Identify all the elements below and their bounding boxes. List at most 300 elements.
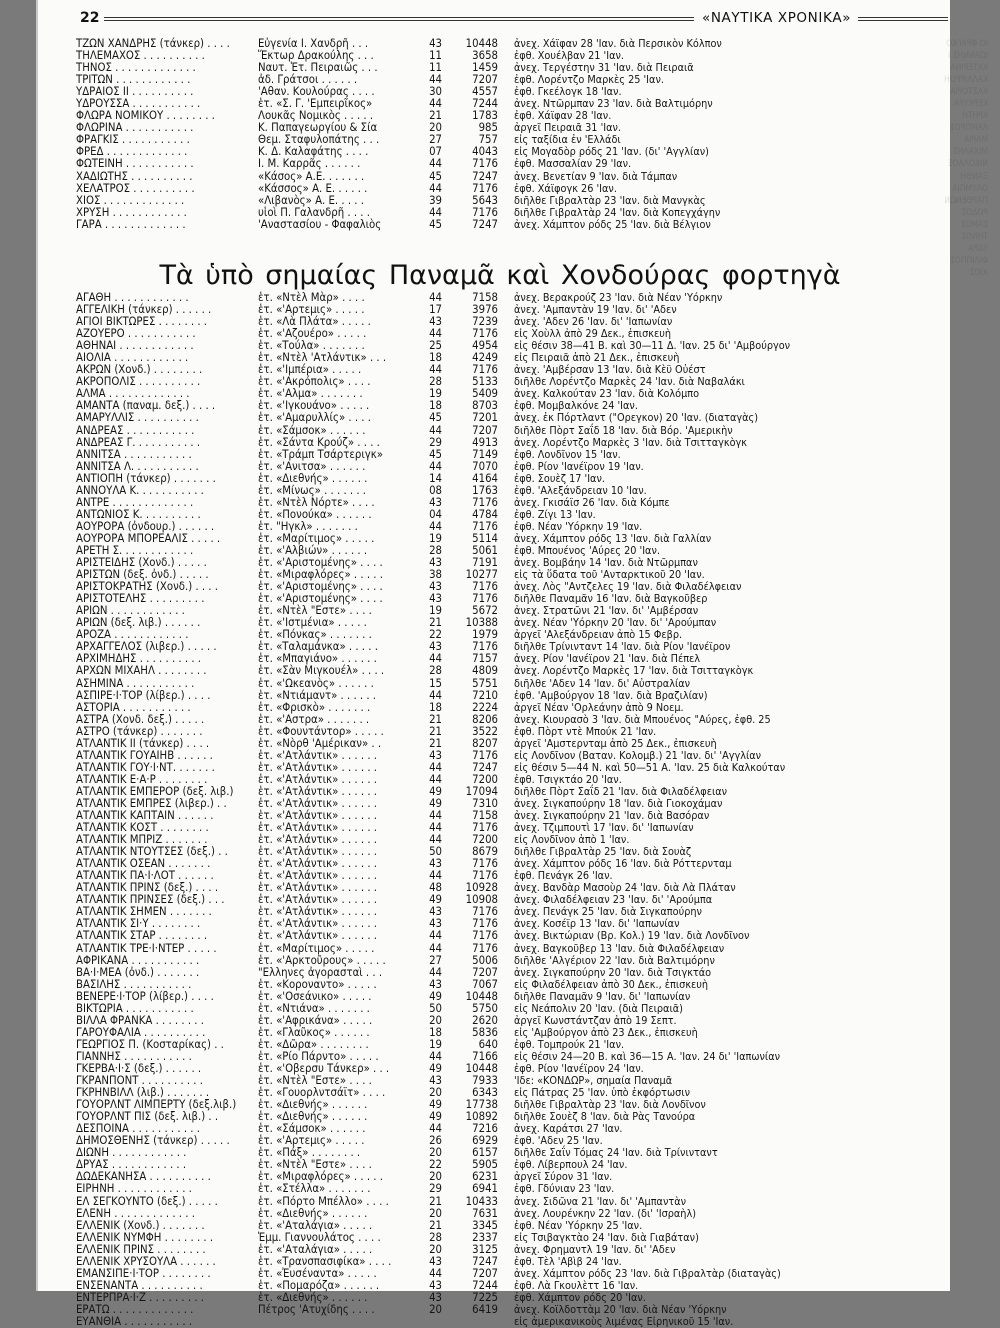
build-year: 28: [429, 1230, 442, 1244]
table-row: [0, 183, 1000, 195]
build-year: 18: [429, 1025, 442, 1039]
build-year: 21: [429, 1218, 442, 1232]
voyage-status: εἰς ταξίδια ἐν 'Ελλάδι: [514, 133, 621, 147]
voyage-status: ἀνεχ. Βαγκοῦβερ 13 'Ιαν. διὰ Φιλαδέλφειαν: [514, 941, 725, 955]
ship-name: ΑΤΛΑΝΤΙΚ ΓΟΥΑΙΗΒ . . . . . .: [76, 748, 213, 762]
ship-name: ΑΦΡΙΚΑΝΑ . . . . . . . . . . .: [76, 953, 200, 967]
ship-name: ΑΤΛΑΝΤΙΚ ΓΟΥ·Ι·ΝΤ. . . . . . .: [76, 760, 215, 774]
build-year: 49: [429, 1110, 442, 1124]
tonnage: 7244: [472, 97, 498, 111]
tonnage: 17094: [465, 784, 498, 798]
owner: ἑτ. «'Αστρα» . . . . . . .: [258, 712, 370, 726]
build-year: 22: [429, 628, 442, 642]
owner: ἑτ. «'Αριστομένης» . . . .: [258, 592, 383, 606]
build-year: 20: [429, 1146, 442, 1160]
voyage-status: εἰς Φιλαδέλφειαν ἀπὸ 30 Δεκ., ἐπισκευὴ: [514, 977, 709, 991]
tonnage: 7176: [472, 905, 498, 919]
ship-name: ΑΓΓΕΛΙΚΗ (τάνκερ) . . . . . .: [76, 303, 212, 317]
build-year: 04: [429, 507, 442, 521]
build-year: 29: [429, 1182, 442, 1196]
ship-name: ΑΤΛΑΝΤΙΚ ΚΟΣΤ . . . . . . . .: [76, 821, 209, 835]
voyage-status: εἰς θέσιν 24—20 Β. καὶ 36—15 Α. 'Ιαν. 24 δι' 'Ιαπωνίαν: [514, 1049, 781, 1063]
build-year: 29: [429, 435, 442, 449]
voyage-status: ἀνεχ. 'Αμβέρσαν 13 'Ιαν. διὰ Κὲϋ Οὐέστ: [514, 363, 706, 377]
table-row: [0, 955, 1000, 967]
owner: ἑτ. «Σάμσοκ» . . . . . .: [258, 1122, 366, 1136]
voyage-status: διῆλθε Πὸρτ Σαΐδ 21 'Ιαν. διὰ Φιλαδέλφειαν: [514, 784, 728, 798]
ship-table-panama-honduras: [0, 292, 1000, 1328]
ship-name: ΑΚΡΟΠΟΛΙΣ . . . . . . . . . .: [76, 375, 201, 389]
ship-name: ΑΡΧΩΝ ΜΙΧΑΗΛ . . . . . . . .: [76, 664, 207, 678]
build-year: 44: [429, 327, 442, 341]
voyage-status: ἀνεχ. Βενετίαν 9 'Ιαν. διὰ Τάμπαν: [514, 169, 678, 183]
tonnage: 8207: [472, 736, 498, 750]
build-year: 11: [429, 61, 442, 75]
voyage-status: διῆλθε Παναμᾶν 9 'Ιαν. δι' 'Ιαπωνίαν: [514, 989, 691, 1003]
voyage-status: ἐφθ. Τὲλ 'Αβὶβ 24 'Ιαν.: [514, 1254, 622, 1268]
tonnage: 6941: [472, 1182, 498, 1196]
tonnage: 8206: [472, 712, 498, 726]
build-year: 20: [429, 1013, 442, 1027]
tonnage: 7176: [472, 640, 498, 654]
voyage-status: ἐφθ. Μπουένος 'Αύρες 20 'Ιαν.: [514, 543, 660, 557]
voyage-status: διῆλθε Λορέντζο Μαρκὲς 24 'Ιαν. διὰ Ναβαλάκι: [514, 375, 745, 389]
header-rule-right: [858, 17, 948, 21]
owner: ἑτ. «'Αριστομένης» . . . .: [258, 580, 383, 594]
bleed-through-text: ΙΟ ΦΡΑΓΚΟ ΙΩΑΝΝΗΣ Ι ΚΑΤΕΡΙΝΑ ΚΑΛΛΙΡΡΟΗ ΚΑΣΤΟΡΙΑ ΚΕΡΚΥΡΑ ΚΡΗΤΗ ΛΑΜΠΡΟΣ ΜΑΡΙΑ ΜΙΧΑΛΗΣ ΝΙΚΟΛΑΟΣ ΞΑΝΘΗ ΟΛΥΜΠΙΑ ΠΑΡΘΕΝΩΝ ΡΟΔΟΣ ΣΑΜΟΣ ΤΗΝΟΣ ΥΔΡΑ ΦΙΛΙΠΠΟΣ ΧΙΟΣ: [944, 39, 988, 278]
build-year: 39: [429, 193, 442, 207]
tonnage: 7176: [472, 580, 498, 594]
voyage-status: ἐφθ. Τομπρούκ 21 'Ιαν.: [514, 1037, 625, 1051]
owner: ἑτ. «Πόνκας» . . . . . . .: [258, 628, 372, 642]
voyage-status: ἐφθ. Λορέντζο Μαρκὲς 25 'Ιαν.: [514, 73, 664, 87]
tonnage: 6231: [472, 1170, 498, 1184]
build-year: 20: [429, 1170, 442, 1184]
tonnage: 7244: [472, 1278, 498, 1292]
ship-name: ΕΝΤΕΡΠΡΑ·Ι·Ζ . . . . . . . . .: [76, 1290, 204, 1304]
tonnage: 1979: [472, 628, 498, 642]
ship-name: ΒΙΛΛΑ ΦΡΑΝΚΑ . . . . . . . .: [76, 1013, 204, 1027]
ship-name: ΑΡΟΖΑ . . . . . . . . . . . .: [76, 628, 189, 642]
voyage-status: εἰς Λονδῖνον (Βαταν. Κολομβ.) 21 'Ιαν. δι' 'Αγγλίαν: [514, 748, 762, 762]
tonnage: 3658: [472, 49, 498, 63]
ship-name: ΕΥΑΝΘΙΑ . . . . . . . . . . .: [76, 1314, 193, 1328]
tonnage: 7176: [472, 929, 498, 943]
voyage-status: ἀργεῖ Κωνστάντζαν ἀπὸ 19 Σεπτ.: [514, 1013, 677, 1027]
voyage-status: εἰς 'Αμβούργον ἀπὸ 23 Δεκ., ἐπισκευὴ: [514, 1025, 698, 1039]
build-year: 44: [429, 821, 442, 835]
voyage-status: ἐφθ. Πενάγκ 26 'Ιαν.: [514, 869, 613, 883]
table-row: [0, 412, 1000, 424]
ship-name: ΦΛΩΡΙΝΑ . . . . . . . . . . .: [76, 121, 194, 135]
voyage-status: ἀργεῖ Νέαν 'Ορλεάνην ἀπὸ 9 Νοεμ.: [514, 700, 684, 714]
voyage-status: ἀνεχ. Κοϊλδοττὰμ 20 'Ιαν. διὰ Νέαν 'Υόρκην: [514, 1302, 727, 1316]
ship-name: ΕΝΣΕΝΑΝΤΑ . . . . . . . . . .: [76, 1278, 203, 1292]
ship-name: ΑΣΤΡΑ (Χονδ. δεξ.) . . . . .: [76, 712, 205, 726]
owner: υἱοὶ Π. Γαλανδρῆ . . . .: [258, 205, 370, 219]
tonnage: 7176: [472, 519, 498, 533]
ship-name: ΑΣΤΡΟ (τάνκερ) . . . . . . .: [76, 724, 203, 738]
build-year: 43: [429, 1290, 442, 1304]
owner: ἑτ. «Φουντάντορ» . . . . .: [258, 724, 384, 738]
table-row: [0, 690, 1000, 702]
ship-name: ΑΓΑΘΗ . . . . . . . . . . . .: [76, 291, 189, 304]
ship-name: ΑΟΥΡΟΡΑ (ὀνδουρ.) . . . . . .: [76, 519, 215, 533]
tonnage: 5836: [472, 1025, 498, 1039]
voyage-status: ἐφθ. 'Αλεξάνδρειαν 10 'Ιαν.: [514, 483, 647, 497]
owner: ἑτ. «'Ακρόπολις» . . . .: [258, 375, 371, 389]
voyage-status: ἐφθ. Γκεέλογκ 18 'Ιαν.: [514, 85, 622, 99]
ship-name: ΦΡΕΔ . . . . . . . . . . . . .: [76, 145, 188, 159]
voyage-status: ἀνεχ. 'Αδεν 26 'Ιαν. δι' 'Ιαπωνίαν: [514, 315, 673, 329]
owner: Ι. Μ. Καρρᾶς . . . . . .: [258, 157, 361, 171]
voyage-status: διῆλθε Πὸρτ Σαΐδ 18 'Ιαν. διὰ Βόρ. 'Αμερικὴν: [514, 423, 733, 437]
build-year: 22: [429, 1158, 442, 1172]
ship-name: ΒΑΣΙΛΗΣ . . . . . . . . . . .: [76, 977, 192, 991]
ship-name: ΕΙΡΗΝΗ . . . . . . . . . . . .: [76, 1182, 192, 1196]
table-row: [0, 171, 1000, 183]
owner: ἑτ. «Ντὲλ Μὰρ» . . . .: [258, 291, 365, 304]
tonnage: 5061: [472, 543, 498, 557]
ship-name: ΑΘΗΝΑΙ . . . . . . . . . . . .: [76, 339, 194, 353]
voyage-status: ἀνεχ. Σιδῶνα 21 'Ιαν. δι' 'Αμπαντὰν: [514, 1194, 687, 1208]
build-year: 43: [429, 37, 442, 50]
build-year: 43: [429, 905, 442, 919]
owner: ἑτ. «'Ατλάντικ» . . . . . .: [258, 917, 378, 931]
header-rule-left: [104, 17, 694, 21]
tonnage: 5672: [472, 604, 498, 618]
table-row: [0, 1256, 1000, 1268]
tonnage: 7207: [472, 423, 498, 437]
ship-name: ΑΓΙΟΙ ΒΙΚΤΩΡΕΣ . . . . . . . .: [76, 315, 208, 329]
owner: ἑτ. «'Οβερσυ Τάνκερ» . . .: [258, 1062, 390, 1075]
ship-name: ΕΛΕΝΗ . . . . . . . . . . . . .: [76, 1206, 195, 1220]
voyage-status: ἐφθ. Ρίον 'Ιανέϊρον 24 'Ιαν.: [514, 1062, 644, 1075]
tonnage: 7176: [472, 917, 498, 931]
owner: ἑτ. «'Ιμπέρια» . . . . .: [258, 363, 362, 377]
table-row: [0, 158, 1000, 170]
build-year: 45: [429, 447, 442, 461]
owner: ἑτ. «Πάξ» . . . . . . . .: [258, 1146, 361, 1160]
build-year: 30: [429, 85, 442, 99]
tonnage: 8703: [472, 399, 498, 413]
build-year: 19: [429, 387, 442, 401]
ship-name: ΑΤΛΑΝΤΙΚ ΟΣΕΑΝ . . . . . . .: [76, 857, 211, 871]
owner: ἑτ. «Διεθνής» . . . . . .: [258, 471, 368, 485]
voyage-status: διῆλθε Σουὲζ 8 'Ιαν. διὰ Ρὰς Τανούρα: [514, 1110, 696, 1124]
page-number: 22: [80, 10, 100, 26]
voyage-status: ἀνεχ. Σιγκαπούρην 18 'Ιαν. διὰ Γιοκοχάμαν: [514, 796, 723, 810]
tonnage: 2224: [472, 700, 498, 714]
build-year: 44: [429, 869, 442, 883]
voyage-status: εἰς θέσιν 38—41 Β. καὶ 30—11 Δ. 'Ιαν. 25 δι' 'Αμβούργον: [514, 339, 791, 353]
ship-name: ΔΡΥΑΣ . . . . . . . . . . . .: [76, 1158, 187, 1172]
voyage-status: διῆλθε Γιβραλτὰρ 24 'Ιαν. διὰ Κοπεγχάγην: [514, 205, 721, 219]
build-year: 45: [429, 217, 442, 231]
tonnage: 4913: [472, 435, 498, 449]
ship-name: ΑΤΛΑΝΤΙΚ ΤΡΕ·Ι·ΝΤΕΡ . . . . .: [76, 941, 217, 955]
tonnage: 6343: [472, 1086, 498, 1100]
tonnage: 1783: [472, 109, 498, 123]
build-year: 21: [429, 712, 442, 726]
build-year: 28: [429, 543, 442, 557]
ship-name: ΑΙΟΛΙΑ . . . . . . . . . . . .: [76, 351, 189, 365]
owner: ἑτ. «Ντὲλ 'Ατλάντικ» . . .: [258, 351, 387, 365]
build-year: 20: [429, 1302, 442, 1316]
owner: Κ. Δ. Καλαφάτης . . . .: [258, 145, 369, 159]
owner: ἑτ. «'Ατλάντικ» . . . . . .: [258, 833, 378, 847]
ship-name: ΑΣΗΜΙΝΑ . . . . . . . . . . .: [76, 676, 195, 690]
build-year: 19: [429, 604, 442, 618]
owner: ἑτ. «Πομαρόζα» . . . . . .: [258, 1278, 380, 1292]
owner: ἑτ. «Διεθνής» . . . . . .: [258, 1110, 368, 1124]
owner: ἑτ. «Τράμπ Τσάρτεριγκ»: [258, 447, 383, 461]
owner: ἑτ. «Νὸρθ 'Αμέρικαν» . .: [258, 736, 382, 750]
ship-name: ΑΣΠΙΡΕ·Ι·ΤΟΡ (λίβερ.) . . . .: [76, 688, 211, 702]
voyage-status: εἰς θέσιν 5—44 Ν. καὶ 50—51 Α. 'Ιαν. 25 διὰ Καλκούταν: [514, 760, 786, 774]
tonnage: 8679: [472, 845, 498, 859]
ship-name: ΔΗΜΟΣΘΕΝΗΣ (τάνκερ) . . . . .: [76, 1134, 230, 1148]
voyage-status: ἀνεχ. Σιγκαπούρην 20 'Ιαν. διὰ Τσιγκτάο: [514, 965, 712, 979]
voyage-status: ἀργεῖ 'Αλεξάνδρειαν ἀπὸ 15 Φεβρ.: [514, 628, 683, 642]
voyage-status: ἐφθ. Χάϊφογκ 26 'Ιαν.: [514, 181, 617, 195]
build-year: 43: [429, 640, 442, 654]
ship-name: ΕΛΛΕΝΙΚ ΧΡΥΣΟΥΛΑ . . . . . .: [76, 1254, 216, 1268]
tonnage: 985: [478, 121, 498, 135]
tonnage: 7176: [472, 941, 498, 955]
voyage-status: διῆλθε 'Αδεν 14 'Ιαν. δι' Αὐστραλίαν: [514, 676, 691, 690]
voyage-status: ἀνεχ. Βικτώριαν (Βρ. Κολ.) 19 'Ιαν. διὰ Λονδῖνον: [514, 929, 750, 943]
build-year: 43: [429, 748, 442, 762]
build-year: 44: [429, 73, 442, 87]
ship-name: ΑΝΔΡΕΑΣ . . . . . . . . . . .: [76, 423, 195, 437]
build-year: 21: [429, 736, 442, 750]
ship-name: ΒΙΚΤΩΡΙΑ . . . . . . . . . . .: [76, 1001, 194, 1015]
build-year: 17: [429, 303, 442, 317]
ship-name: ΑΤΛΑΝΤΙΚ ΠΑ·Ι·ΛΟΤ . . . . . .: [76, 869, 214, 883]
tonnage: 3976: [472, 303, 498, 317]
ship-name: ΑΡΕΤΗ Σ. . . . . . . . . . . .: [76, 543, 194, 557]
build-year: 14: [429, 471, 442, 485]
ship-name: ΑΝΔΡΕΑΣ Γ. . . . . . . . . . .: [76, 435, 201, 449]
ship-name: ΕΡΑΤΩ . . . . . . . . . . . . .: [76, 1302, 194, 1316]
tonnage: 5133: [472, 375, 498, 389]
build-year: 48: [429, 881, 442, 895]
tonnage: 10892: [465, 1110, 498, 1124]
voyage-status: ἐφθ. Χάμπτον ρόδς 20 'Ιαν.: [514, 1290, 646, 1304]
owner: Εὐγενία Ι. Χανδρῆ . . .: [258, 37, 369, 50]
voyage-status: ἐφθ. Νέαν 'Υόρκην 19 'Ιαν.: [514, 519, 643, 533]
build-year: 15: [429, 676, 442, 690]
build-year: 43: [429, 1074, 442, 1088]
build-year: 38: [429, 568, 442, 582]
tonnage: 10448: [465, 37, 498, 50]
voyage-status: ἀνεχ. Κιουρασὸ 3 'Ιαν. διὰ Μπουένος "Αύρες, ἐφθ. 25: [514, 712, 771, 726]
voyage-status: ἀνεχ. Βερακρούζ 23 'Ιαν. διὰ Νέαν 'Υόρκην: [514, 291, 723, 304]
voyage-status: 'Ιδε: «ΚΟΝΔΩΡ», σημαία Παναμᾶ: [514, 1074, 673, 1088]
ship-name: ΤΡΙΤΩΝ . . . . . . . . . . . .: [76, 73, 191, 87]
voyage-status: ἀνεχ. Χάμπτον ρόδς 16 'Ιαν. διὰ Ρόττερνταμ: [514, 857, 732, 871]
build-year: 43: [429, 315, 442, 329]
tonnage: 10277: [465, 568, 498, 582]
ship-name: ΔΩΔΕΚΑΝΗΣΑ . . . . . . . . . .: [76, 1170, 211, 1184]
owner: ἑτ. «Ντὲλ "Εστε» . . . .: [258, 1074, 372, 1088]
voyage-status: ἀργεῖ Σύρον 31 'Ιαν.: [514, 1170, 613, 1184]
owner: ἑτ. «'Ατλάντικ» . . . . . .: [258, 881, 378, 895]
ship-name: ΓΟΥΟΡΛΝΤ ΛΙΜΠΕΡΤΥ (δεξ.λιβ.): [76, 1098, 237, 1112]
voyage-status: ἀνεχ. Λορέντζο Μαρκὲς 17 'Ιαν. διὰ Τσιτταγκὸγκ: [514, 664, 754, 678]
build-year: 26: [429, 1134, 442, 1148]
owner: ἑτ. «'Αφρικάνα» . . . . .: [258, 1013, 373, 1027]
owner: ἑτ. «Ντὲλ "Εστε» . . . .: [258, 1158, 372, 1172]
voyage-status: εἰς Μογαδὸρ ρόδς 21 'Ιαν. (δι' 'Αγγλίαν): [514, 145, 709, 159]
table-row: [0, 726, 1000, 738]
ship-name: ΑΛΜΑ . . . . . . . . . . . . .: [76, 387, 190, 401]
voyage-status: ἀνεχ. ἐκ Πόρτλαντ ("Ορεγκον) 20 'Ιαν. (διαταγὰς): [514, 411, 759, 425]
tonnage: 10388: [465, 616, 498, 630]
build-year: 43: [429, 580, 442, 594]
build-year: 50: [429, 845, 442, 859]
ship-name: ΕΜΑΝΣΙΠΕ·Ι·ΤΟΡ . . . . . . . .: [76, 1266, 211, 1280]
page-header: [46, 8, 916, 28]
voyage-status: εἰς Νεάπολιν 20 'Ιαν. (διὰ Πειραιᾶ): [514, 1001, 683, 1015]
owner: ἑτ. «Σὰν Μιγκουέλ» . . . .: [258, 664, 385, 678]
voyage-status: ἐφθ. Χουέλβαν 21 'Ιαν.: [514, 49, 624, 63]
build-year: 44: [429, 760, 442, 774]
owner: «Κάσσος» Α. Ε. . . . . .: [258, 181, 368, 195]
voyage-status: ἐφθ. Μομβαλκόνε 24 'Ιαν.: [514, 399, 638, 413]
owner: Ναυτ. Ἑτ. Πειραιῶς . . .: [258, 61, 378, 75]
table-row: [0, 1196, 1000, 1208]
build-year: 44: [429, 833, 442, 847]
ship-name: ΑΡΙΩΝ . . . . . . . . . . . .: [76, 604, 185, 618]
ship-name: ΧΙΟΣ . . . . . . . . . . . . .: [76, 193, 185, 207]
ship-name: ΑΤΛΑΝΤΙΚ ΚΑΠΤΑΙΝ . . . . . .: [76, 809, 214, 823]
voyage-status: διῆλθε Γιβραλτὰρ 23 'Ιαν. διὰ Μανγκὰς: [514, 193, 706, 207]
tonnage: 7070: [472, 459, 498, 473]
voyage-status: ἐφθ. Νέαν 'Υόρκην 25 'Ιαν.: [514, 1218, 643, 1232]
tonnage: 6929: [472, 1134, 498, 1148]
build-year: 44: [429, 772, 442, 786]
voyage-status: ἀνεχ. Πενάγκ 25 'Ιαν. διὰ Σιγκαπούρην: [514, 905, 702, 919]
tonnage: 7247: [472, 217, 498, 231]
ship-table-greek-flag: [0, 38, 1000, 231]
ship-name: ΕΛΛΕΝΙΚ ΝΥΜΦΗ . . . . . . . .: [76, 1230, 214, 1244]
build-year: 21: [429, 109, 442, 123]
owner: ἑτ. «'Ιγκουάνο» . . . . .: [258, 399, 370, 413]
ship-name: ΑΤΛΑΝΤΙΚ ΣΙ·Υ . . . . . . . .: [76, 917, 201, 931]
tonnage: 7210: [472, 688, 498, 702]
voyage-status: ἀργεῖ 'Αμστερνταμ ἀπὸ 25 Δεκ., ἐπισκευὴ: [514, 736, 717, 750]
owner: ἑτ. «'Ατλάντικ» . . . . . .: [258, 929, 378, 943]
voyage-status: ἐφθ. 'Αδεν 25 'Ιαν.: [514, 1134, 603, 1148]
owner: ἑτ. «Μιραφλόρες» . . . . .: [258, 568, 383, 582]
build-year: 49: [429, 1062, 442, 1075]
voyage-status: διῆλθε Γιβραλτὰρ 25 'Ιαν. διὰ Σουὰζ: [514, 845, 692, 859]
build-year: 25: [429, 339, 442, 353]
owner: Κ. Παπαγεωργίου & Σία: [258, 121, 378, 135]
build-year: 44: [429, 1049, 442, 1063]
tonnage: 5006: [472, 953, 498, 967]
voyage-status: ἀνεχ. Ντῶρμπαν 23 'Ιαν. διὰ Βαλτιμόρην: [514, 97, 713, 111]
build-year: 21: [429, 616, 442, 630]
table-row: [0, 1183, 1000, 1195]
build-year: 43: [429, 495, 442, 509]
owner: ἑτ. «'Αλβιών» . . . . . .: [258, 543, 368, 557]
owner: ἑτ. «Σ. Γ. 'Εμπειρῖκος»: [258, 97, 373, 111]
owner: ἑτ. «Μαρίτιμος» . . . . .: [258, 531, 375, 545]
build-year: 18: [429, 351, 442, 365]
owner: ἑτ. «Ρίο Πάρντο» . . . . .: [258, 1049, 379, 1063]
table-row: [0, 449, 1000, 461]
voyage-status: ἐφθ. Λὰ Γκουλὲττ 16 'Ιαν.: [514, 1278, 639, 1292]
owner: ἑτ. «Στέλλα» . . . . . . .: [258, 1182, 371, 1196]
ship-name: ΤΗΛΕΜΑΧΟΣ . . . . . . . . . .: [76, 49, 205, 63]
tonnage: 3125: [472, 1242, 498, 1256]
owner: ἑτ. «'Ατλάντικ» . . . . . .: [258, 784, 378, 798]
build-year: 44: [429, 423, 442, 437]
build-year: 44: [429, 519, 442, 533]
owner: ἑτ. «Ἐυσέναντα» . . . . .: [258, 1266, 377, 1280]
build-year: 44: [429, 965, 442, 979]
build-year: 44: [429, 1266, 442, 1280]
tonnage: 7149: [472, 447, 498, 461]
tonnage: 7157: [472, 652, 498, 666]
table-row: [0, 979, 1000, 991]
owner: ἑτ. «Τούλα» . . . . . . .: [258, 339, 365, 353]
ship-name: ΓΚΕΡΒΑ·Ι·Σ (δεξ.) . . . . . .: [76, 1062, 202, 1075]
table-row: [0, 1232, 1000, 1244]
tonnage: 7191: [472, 556, 498, 570]
build-year: 21: [429, 724, 442, 738]
build-year: 27: [429, 133, 442, 147]
owner: ἑτ. «Τρανσπασιφίκα» . . . .: [258, 1254, 392, 1268]
owner: ἑτ. «Ταλαμάνκα» . . . . .: [258, 640, 378, 654]
owner: ἑτ. «Μαρίτιμος» . . . . .: [258, 941, 375, 955]
voyage-status: ἀνεχ. Χάϊφαν 28 'Ιαν. διὰ Περσικὸν Κόλπον: [514, 37, 722, 50]
ship-name: ΑΚΡΩΝ (Χονδ.) . . . . . . . .: [76, 363, 203, 377]
voyage-status: εἰς τὰ ὕδατα τοῦ 'Ανταρκτικοῦ 20 'Ιαν.: [514, 568, 705, 582]
owner: ἑτ. «'Ατλάντικ» . . . . . .: [258, 905, 378, 919]
build-year: 44: [429, 652, 442, 666]
ship-name: ΑΡΙΣΤΕΙΔΗΣ (Χονδ.) . . . . .: [76, 556, 207, 570]
voyage-status: ἀνεχ. Κοσέϊρ 13 'Ιαν. δι' 'Ιαπωνίαν: [514, 917, 680, 931]
table-row: [0, 1244, 1000, 1256]
voyage-status: ἐφθ. Λίβερπουλ 24 'Ιαν.: [514, 1158, 628, 1172]
tonnage: 7176: [472, 592, 498, 606]
owner: ἑτ. «'Οσεάνικο» . . . . .: [258, 989, 372, 1003]
tonnage: 7176: [472, 869, 498, 883]
ship-name: ΧΡΥΣΗ . . . . . . . . . . . .: [76, 205, 187, 219]
ship-name: ΑΖΟΥΕΡΟ . . . . . . . . . . .: [76, 327, 196, 341]
owner: ἑτ. «'Ατλάντικ» . . . . . .: [258, 893, 378, 907]
tonnage: 4954: [472, 339, 498, 353]
ship-name: ΑΡΙΣΤΟΚΡΑΤΗΣ (Χονδ.) . . . .: [76, 580, 218, 594]
table-row: [0, 702, 1000, 714]
table-row: [0, 425, 1000, 437]
voyage-status: ἐφθ. Τσιγκτάο 20 'Ιαν.: [514, 772, 622, 786]
build-year: 50: [429, 1001, 442, 1015]
owner: ἑτ. «'Ωκεανὸς» . . . . . .: [258, 676, 374, 690]
ship-name: ΑΡΙΣΤΟΤΕΛΗΣ . . . . . . . . .: [76, 592, 205, 606]
build-year: 44: [429, 181, 442, 195]
table-row: [0, 665, 1000, 677]
tonnage: 5905: [472, 1158, 498, 1172]
ship-name: ΔΙΩΝΗ . . . . . . . . . . . .: [76, 1146, 187, 1160]
tonnage: 5750: [472, 1001, 498, 1015]
owner: ἑτ. «Φρισκὸ» . . . . . . .: [258, 700, 371, 714]
ship-name: ΑΜΑΝΤΑ (παναμ. δεξ.) . . . .: [76, 399, 216, 413]
